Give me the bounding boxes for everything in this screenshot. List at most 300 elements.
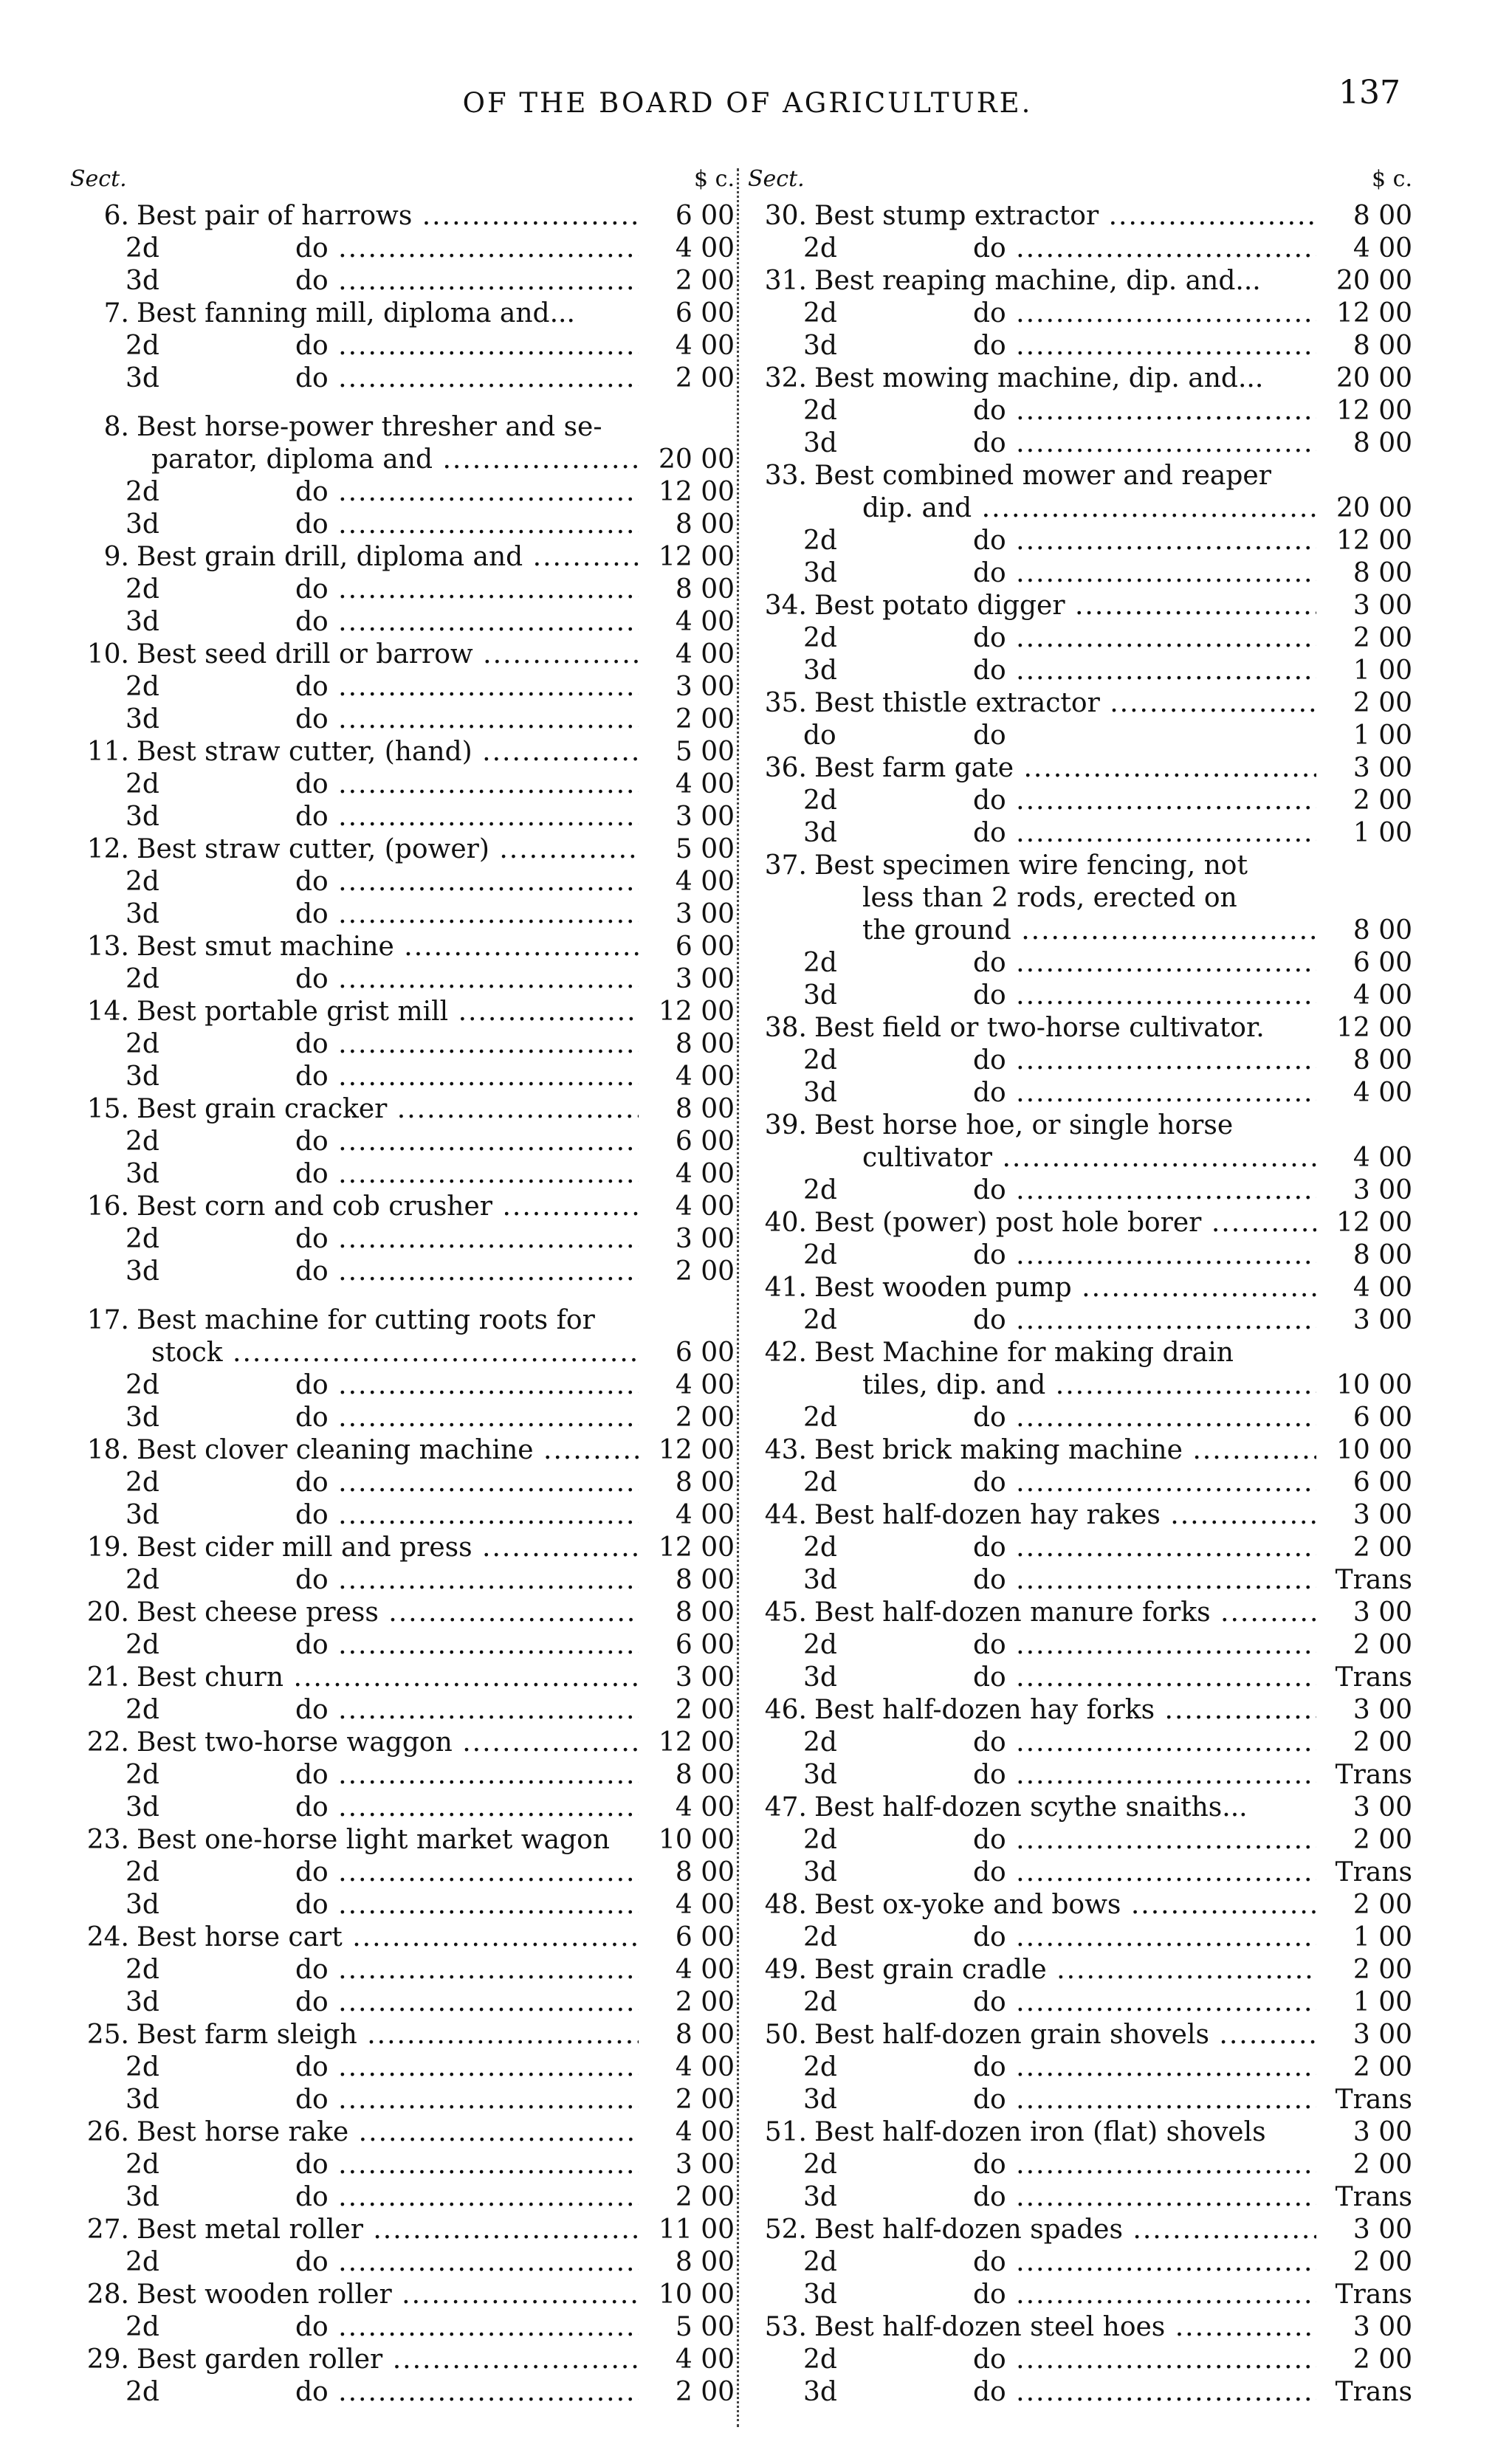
entry-text [803,2246,1316,2279]
prize-rank: 3d [126,363,159,393]
entry-text [137,200,639,233]
entry-label: do ..... [973,2150,1316,2180]
section-number: 21. [86,1662,129,1693]
entry-text [126,233,639,265]
prize-amount: 2 00 [1353,1825,1412,1855]
section-number: 42. [764,1338,807,1368]
prize-row [748,395,1412,427]
entry-text [126,1986,639,2019]
prize-amount: Trans [1335,2085,1412,2115]
prize-row [748,2279,1412,2311]
prize-rank: 3d [126,2182,159,2212]
prize-amount: 2 00 [675,266,735,296]
section-number: 35. [764,688,807,718]
prize-amount: 8 00 [675,1094,735,1124]
entry-label: Best half-dozen scythe snaiths... [814,1792,1248,1823]
prize-row [70,1093,735,1126]
entry-text [126,703,639,736]
entry-text [126,866,639,898]
prize-amount: 4 00 [675,2117,735,2147]
prize-row [70,1986,735,2019]
entry-text [137,1921,639,1954]
prize-amount: 1 00 [1353,720,1412,751]
prize-row [70,1532,735,1564]
prize-amount: 12 00 [658,542,735,572]
prize-amount: 3 00 [675,802,735,832]
entry-text [126,1954,639,1986]
entry-text [814,752,1316,785]
prize-rank: 2d [126,1955,159,1985]
prize-amount: 3 00 [1353,2117,1412,2147]
prize-amount: Trans [1335,1565,1412,1595]
entry-text [126,1126,639,1158]
prize-rank: 2d [803,1305,837,1335]
prize-rank: 2d [126,233,159,264]
entry-label: Best half-dozen hay rakes ..... [814,1500,1316,1530]
entry-text [803,1045,1316,1077]
entry-label: do ..... [973,1403,1316,1433]
prize-amount: Trans [1335,1662,1412,1693]
entry-text [137,2279,639,2311]
entry-text [814,850,1316,882]
prize-row [748,687,1412,720]
prize-amount: 11 00 [658,2214,735,2245]
prize-rank: 2d [126,1467,159,1498]
entry-label: do ..... [295,363,639,393]
entry-label: do ..... [973,396,1316,426]
prize-row [70,476,735,509]
entry-label: do ..... [295,233,639,264]
entry-label: Best field or two-horse cultivator. [814,1013,1265,1043]
prize-rank: 2d [803,2052,837,2082]
prize-amount: 8 00 [675,2247,735,2277]
entry-label: do ..... [973,331,1316,361]
section-number: 6. [103,201,129,231]
prize-rank: 2d [803,623,837,653]
entry-text [814,1694,1316,1727]
prize-row [748,1337,1412,1369]
entry-text [803,980,1316,1012]
prize-row [748,2051,1412,2084]
section-number: 52. [764,2214,807,2245]
prize-amount: 8 00 [675,1029,735,1059]
prize-rank: 2d [126,2312,159,2342]
prize-rank: 3d [803,1662,837,1693]
prize-amount: 2 00 [1353,785,1412,816]
entry-label: stock ..... [151,1338,639,1368]
entry-label: do ..... [973,1078,1316,1108]
prize-row [70,2279,735,2311]
prize-amount: 3 00 [1353,1695,1412,1725]
prize-row [70,1402,735,1434]
prize-amount: 8 00 [675,1857,735,1887]
prize-amount: 3 00 [1353,1597,1412,1628]
entry-text [137,541,639,574]
section-number: 36. [764,753,807,783]
entry-text [137,1304,639,1337]
prize-row [70,233,735,265]
entry-label: do ..... [973,1922,1316,1952]
row-spacer [70,395,735,411]
entry-label: do ..... [973,558,1316,588]
prize-amount: 8 00 [675,2020,735,2050]
prize-amount: 4 00 [675,1370,735,1400]
prize-rank: 2d [803,526,837,556]
entry-text [862,1142,1316,1174]
prize-amount: 3 00 [1353,2020,1412,2050]
entry-label: do ..... [973,298,1316,328]
entry-label: do ..... [973,1662,1316,1693]
prize-rank: 3d [803,2085,837,2115]
prize-rank: 2d [126,1029,159,1059]
prize-amount: 20 00 [1336,266,1412,296]
prize-rank: 2d [126,2150,159,2180]
prize-amount: 1 00 [1353,655,1412,686]
prize-amount: 8 00 [675,1760,735,1790]
prize-row [748,1369,1412,1402]
prize-amount: 4 00 [675,1500,735,1530]
prize-row [748,2246,1412,2279]
section-number: 40. [764,1208,807,1238]
prize-row [70,1597,735,1629]
section-number: 24. [86,1922,129,1952]
prize-rank: 3d [803,428,837,458]
entry-text [803,2181,1316,2214]
entry-text [814,1337,1316,1369]
entry-text [137,1597,639,1629]
prize-amount: 8 00 [1353,331,1412,361]
prize-row [748,2149,1412,2181]
prize-rank: 2d [126,672,159,702]
entry-label: Best straw cutter, (hand) ..... [137,737,639,767]
section-number: 10. [86,639,129,670]
entry-label: Best combined mower and reaper [814,461,1271,491]
prize-row [748,1239,1412,1272]
prize-row [70,866,735,898]
prize-row [748,1142,1412,1174]
entry-text [862,882,1316,915]
prize-amount: 4 00 [675,1191,735,1222]
prize-rank: 3d [126,509,159,540]
prize-row [748,980,1412,1012]
entry-text [803,1467,1316,1499]
entry-label: Best wooden pump ..... [814,1273,1316,1303]
entry-label: Best garden roller ..... [137,2344,639,2375]
prize-amount: 12 00 [1336,396,1412,426]
entry-label: do ..... [295,672,639,702]
currency-header: $ c. [1372,166,1412,192]
entry-label: do ..... [295,769,639,799]
prize-rank: 2d [126,1695,159,1725]
entry-text [803,1239,1316,1272]
section-number: 11. [86,737,129,767]
entry-label: do ..... [295,1256,639,1287]
prize-row [70,1467,735,1499]
entry-label: do ..... [973,2377,1316,2407]
prize-row [70,801,735,833]
entry-text [814,1207,1316,1239]
prize-amount: 4 00 [675,769,735,799]
entry-label: Best specimen wire fencing, not [814,850,1248,881]
entry-text [803,330,1316,362]
entry-label: do ..... [295,509,639,540]
section-number: 48. [764,1890,807,1920]
prize-amount: 1 00 [1353,1987,1412,2017]
entry-label: Best half-dozen spades ..... [814,2214,1316,2245]
prize-row [70,768,735,801]
entry-label: Best stump extractor ..... [814,201,1316,231]
prize-row [70,1889,735,1921]
prize-amount: 3 00 [675,964,735,994]
entry-label: the ground ..... [862,915,1316,946]
prize-amount: 1 00 [1353,1922,1412,1952]
entry-label: do ..... [295,867,639,897]
entry-label: do ..... [973,2279,1316,2310]
entry-label: Best clover cleaning machine ..... [137,1435,639,1465]
entry-label: Best straw cutter, (power) ..... [137,834,639,864]
section-number: 25. [86,2020,129,2050]
entry-text [803,1856,1316,1889]
section-number: 46. [764,1695,807,1725]
entry-text [126,1061,639,1093]
entry-label: do ..... [973,1857,1316,1887]
entry-label: do ..... [973,526,1316,556]
prize-rank: 2d [803,1922,837,1952]
prize-row [748,1077,1412,1109]
prize-row [70,1304,735,1337]
prize-amount: 2 00 [1353,1630,1412,1660]
entry-text [803,2376,1316,2409]
entry-label: do ..... [973,785,1316,816]
entry-text [126,2051,639,2084]
section-number: 34. [764,591,807,621]
prize-row [748,1694,1412,1727]
prize-rank: 2d [803,298,837,328]
prize-amount: 6 00 [675,1126,735,1157]
entry-label: do ..... [295,1061,639,1092]
entry-label: Best farm sleigh ..... [137,2020,639,2050]
column-divider [737,168,739,2427]
entry-text [126,330,639,362]
section-number: 33. [764,461,807,491]
prize-row [70,671,735,703]
prize-amount: 4 00 [675,1955,735,1985]
entry-text [803,427,1316,460]
entry-text [814,590,1316,622]
entry-label: Best ox-yoke and bows ..... [814,1890,1316,1920]
entry-label: do ..... [295,1955,639,1985]
prize-rank: 3d [803,2182,837,2212]
entry-text [803,1532,1316,1564]
prize-amount: 3 00 [675,899,735,929]
prize-rank: 2d [126,867,159,897]
entry-text [137,1727,639,1759]
prize-rank: 2d [126,2247,159,2277]
entry-label: do ..... [973,1825,1316,1855]
entry-label: Best pair of harrows ..... [137,201,639,231]
entry-text [814,2116,1316,2149]
prize-row [748,2311,1412,2344]
entry-text [803,1077,1316,1109]
entry-text [814,2019,1316,2051]
prize-amount: 6 00 [1353,1403,1412,1433]
prize-row [748,233,1412,265]
entry-label: Best two-horse waggon ..... [137,1727,639,1758]
prize-row [70,1028,735,1061]
prize-row [70,574,735,606]
entry-label: do ..... [973,1987,1316,2017]
prize-row [748,557,1412,590]
entry-label: do ..... [973,2182,1316,2212]
prize-row [748,1499,1412,1532]
prize-rank: 2d [126,574,159,605]
prize-amount: 3 00 [1353,1500,1412,1530]
section-number: 29. [86,2344,129,2375]
prize-amount: 2 00 [675,363,735,393]
entry-label: do ..... [295,1565,639,1595]
entry-label: Best grain drill, diploma and ..... [137,542,639,572]
section-number: 49. [764,1955,807,1985]
prize-amount: 4 00 [675,2052,735,2082]
entry-text [137,1093,639,1126]
prize-amount: 6 00 [675,201,735,231]
prize-rank: 2d [803,1532,837,1563]
prize-amount: 1 00 [1353,818,1412,848]
prize-row [70,1629,735,1662]
prize-row [748,1304,1412,1337]
entry-label: Best cider mill and press ..... [137,1532,639,1563]
prize-amount: 12 00 [658,997,735,1027]
prize-row [70,509,735,541]
prize-amount: 12 00 [658,477,735,507]
prize-row [748,200,1412,233]
entry-label: do ..... [295,1760,639,1790]
prize-row [70,2116,735,2149]
entry-text [803,2051,1316,2084]
prize-amount: 6 00 [675,932,735,962]
prize-row [70,541,735,574]
entry-text [814,2311,1316,2344]
entry-text [126,265,639,297]
prize-amount: 2 00 [1353,1955,1412,1985]
section-number: 16. [86,1191,129,1222]
entry-text [814,1889,1316,1921]
prize-rank: 3d [803,331,837,361]
prize-row [70,996,735,1028]
entry-label: do ..... [295,477,639,507]
section-number: 17. [86,1305,129,1335]
prize-amount: 3 00 [1353,1305,1412,1335]
prize-row [70,1824,735,1856]
entry-label: do ..... [295,1403,639,1433]
prize-row [748,1629,1412,1662]
prize-row [70,1727,735,1759]
prize-rank: 2d [803,1467,837,1498]
entry-text [137,1191,639,1223]
prize-row [70,606,735,639]
prize-amount: 2 00 [1353,688,1412,718]
prize-amount: 3 00 [675,1224,735,1254]
entry-text [151,1337,639,1369]
entry-text [126,2181,639,2214]
prize-amount: 2 00 [1353,2052,1412,2082]
entry-text [803,947,1316,980]
prize-amount: 6 00 [675,1338,735,1368]
prize-row [70,444,735,476]
prize-amount: 3 00 [675,2150,735,2180]
prize-amount: 2 00 [675,2377,735,2407]
prize-rank: 2d [803,1045,837,1076]
prize-rank: 3d [803,1078,837,1108]
section-number: 50. [764,2020,807,2050]
prize-amount: 2 00 [675,1695,735,1725]
prize-row [748,427,1412,460]
prize-rank: 2d [126,331,159,361]
prize-amount: Trans [1335,1760,1412,1790]
prize-amount: 2 00 [675,1403,735,1433]
entry-text [126,476,639,509]
prize-amount: 2 00 [675,704,735,734]
entry-label: Best grain cracker ..... [137,1094,639,1124]
entry-text [126,1856,639,1889]
prize-row [748,1532,1412,1564]
section-number: 47. [764,1792,807,1823]
entry-text [126,1467,639,1499]
section-number: 20. [86,1597,129,1628]
prize-row [70,1759,735,1792]
row-spacer [70,1288,735,1304]
prize-amount: 4 00 [675,1061,735,1092]
prize-row [748,2181,1412,2214]
prize-row [748,1109,1412,1142]
prize-rank: 2d [126,2052,159,2082]
prize-rank: 3d [803,980,837,1011]
section-number: 37. [764,850,807,881]
entry-label: Best farm gate ..... [814,753,1316,783]
entry-text [803,1824,1316,1856]
entry-text [137,931,639,963]
entry-label: do ..... [295,1857,639,1887]
entry-text [137,1824,639,1856]
prize-row [70,2051,735,2084]
prize-amount: 20 00 [658,444,735,475]
entry-text [803,1564,1316,1597]
prize-row [70,1256,735,1288]
prize-row [70,639,735,671]
entry-label: do ..... [295,2052,639,2082]
section-number: 28. [86,2279,129,2310]
prize-amount: 12 00 [658,1727,735,1758]
entry-text [137,639,639,671]
entry-text [137,1662,639,1694]
entry-text [803,1402,1316,1434]
entry-label: do ..... [973,2052,1316,2082]
entry-label: do ..... [295,802,639,832]
entry-label: Best one-horse light market wagon [137,1825,610,1855]
entry-label: do ..... [295,1224,639,1254]
prize-amount: 2 00 [1353,1727,1412,1758]
prize-list-right [748,200,1412,2409]
entry-text [803,817,1316,850]
prize-row [748,2116,1412,2149]
prize-amount: 8 00 [1353,201,1412,231]
prize-rank: 2d [803,1175,837,1205]
entry-text [137,996,639,1028]
prize-row [748,1012,1412,1045]
prize-row [70,2246,735,2279]
entry-label: Best portable grist mill ..... [137,997,639,1027]
entry-text [814,2214,1316,2246]
